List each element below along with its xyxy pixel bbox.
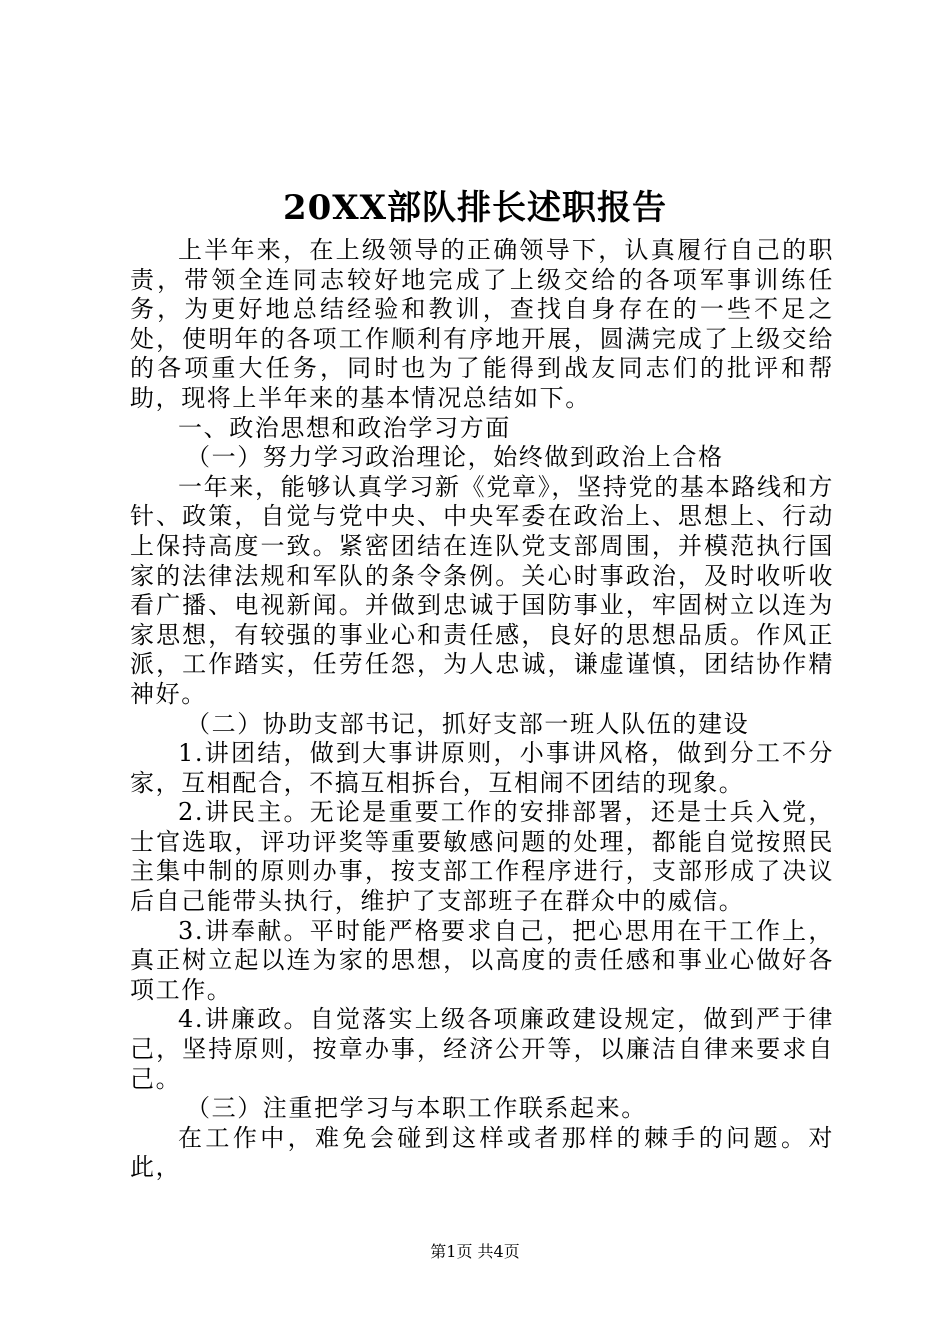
section-heading-politics: 一、政治思想和政治学习方面	[178, 413, 511, 442]
document-body	[130, 236, 834, 1183]
paragraph-item-1: 1.讲团结，做到大事讲原则，小事讲风格，做到分工不分家，互相配合，不搞互相拆台，互相闹不团结的现象。	[130, 739, 834, 797]
page-footer: 第1页 共4页	[430, 1242, 520, 1261]
paragraph-political-study: 一年来，能够认真学习新《党章》，坚持党的基本路线和方针、政策，自觉与党中央、中央军委在政治上、思想上、行动上保持高度一致。紧密团结在连队党支部周围，并模范执行国家的法律法规和军队的条令条例。关心时事政治，及时收听收看广播、电视新闻。并做到忠诚于国防事业，牢固树立以连为家思想，有较强的事业心和责任感，良好的思想品质。作风正派，工作踏实，任劳任怨，为人忠诚，谦虚谨慎，团结协作精神好。	[130, 472, 834, 708]
document-title: 20XX部队排长述职报告	[282, 188, 668, 228]
paragraph-intro: 上半年来，在上级领导的正确领导下，认真履行自己的职责，带领全连同志较好地完成了上级交给的各项军事训练任务，为更好地总结经验和教训，查找自身存在的一些不足之处，使明年的各项工作顺利有序地开展，圆满完成了上级交给的各项重大任务，同时也为了能得到战友同志们的批评和帮助，现将上半年来的基本情况总结如下。	[130, 236, 834, 412]
subsection-heading-1: （一）努力学习政治理论，始终做到政治上合格	[186, 443, 724, 472]
subsection-heading-3: （三）注重把学习与本职工作联系起来。	[186, 1094, 647, 1123]
paragraph-work: 在工作中，难免会碰到这样或者那样的棘手的问题。对此，	[130, 1123, 834, 1182]
paragraph-item-4: 4.讲廉政。自觉落实上级各项廉政建设规定，做到严于律己，坚持原则，按章办事，经济公开等，以廉洁自律来要求自己。	[130, 1005, 834, 1093]
paragraph-item-2: 2.讲民主。无论是重要工作的安排部署，还是士兵入党，士官选取，评功评奖等重要敏感问题的处理，都能自觉按照民主集中制的原则办事，按支部工作程序进行，支部形成了决议后自己能带头执行，维护了支部班子在群众中的威信。	[130, 798, 834, 916]
paragraph-item-3: 3.讲奉献。平时能严格要求自己，把心思用在干工作上，真正树立起以连为家的思想，以高度的责任感和事业心做好各项工作。	[130, 916, 834, 1004]
subsection-heading-2: （二）协助支部书记，抓好支部一班人队伍的建设	[186, 709, 750, 738]
